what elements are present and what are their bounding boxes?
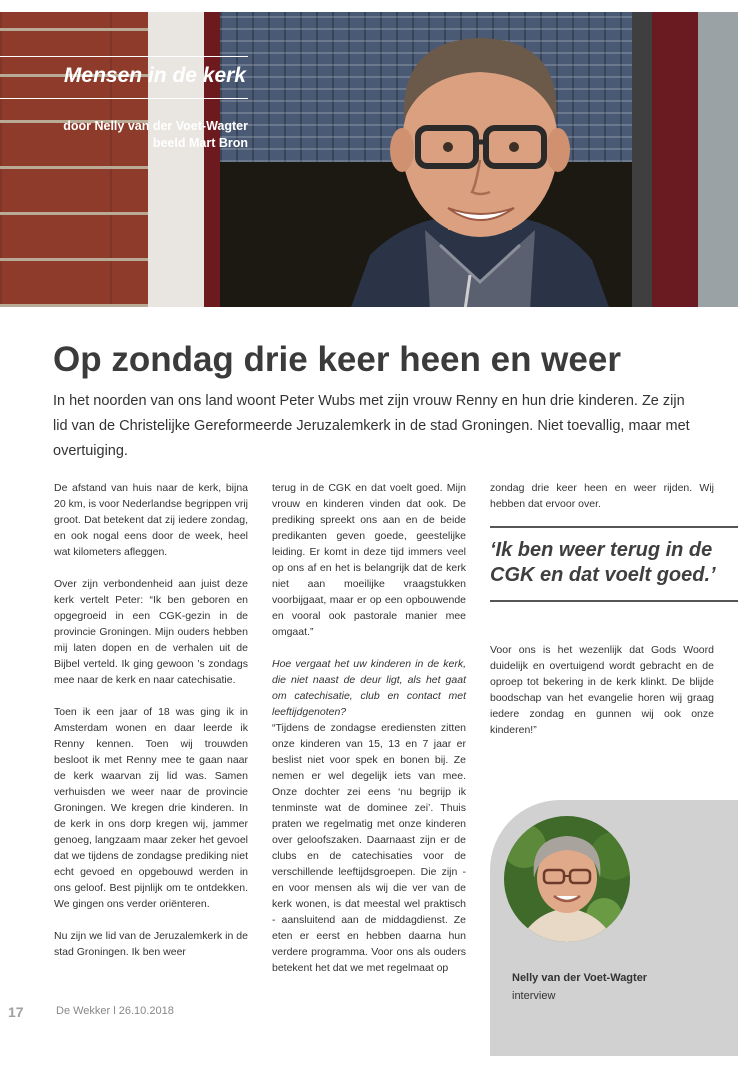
portrait-peter-wubs (330, 20, 630, 307)
section-title: Mensen in de kerk (63, 64, 246, 87)
pull-quote-text: ‘Ik ben weer terug in de CGK en dat voelt goed.’ (490, 539, 716, 586)
hero-photo (0, 12, 738, 307)
author-name: Nelly van der Voet-Wagter (512, 972, 648, 984)
credits (20, 118, 248, 152)
paragraph: De afstand van huis naar de kerk, bijna 20 km, is voor Nederlandse begrippen vrij groot. Dat betekent dat zij iedere zondag, en ook nogal eens door de week, heel wat kilometers afleggen. (54, 482, 248, 558)
author-box (490, 800, 738, 1056)
article-column-3 (490, 480, 714, 528)
paragraph: terug in de CGK en dat voelt goed. Mijn vrouw en kinderen vinden dat ook. De prediking spreekt ons aan en de beide predikanten geven goede, geestelijke leiding. Er komt in deze tijd immers veel op ons af en het is belangrijk dat de kerk niet aan moeilijke vraagstukken voorbijgaat, maar er op een opbouwende en vooral ook pastorale manier mee omgaat.” (272, 482, 466, 638)
paragraph: Nu zijn we lid van de Jeruzalemkerk in de stad Groningen. Ik ben weer (54, 930, 248, 958)
article-column-1 (54, 480, 248, 976)
title-rule-top (0, 56, 248, 57)
author-credit: door Nelly van der Voet-Wagter (63, 119, 248, 133)
author-role: interview (512, 990, 556, 1002)
interview-answer: “Tijdens de zondagse erediensten zitten onze kinderen van 15, 13 en 7 jaar er beslist niet voor spek en bonen bij. Ze nemen er wel degelijk iets van mee. Onze dochter zei eens ‘nu begrijp ik tenminste wat de dominee zei’. Thuis praten we regelmatig met onze kinderen over geloofszaken. Daarnaast zijn er de clubs en de catechisaties voor de verschillende leeftijdsgroepen. Die zijn - en voor mensen als wij die ver van de kerk wonen, is dat meestal wel praktisch - aansluitend aan de middagdienst. Ze eten er eerst en hebben daarna hun verdere programma. Voor ons als ouders betekent het dat we met regelmaat op (272, 722, 466, 974)
author-photo (504, 816, 630, 942)
interview-question: Hoe vergaat het uw kinderen in de kerk, die niet naast de deur ligt, als het gaat om catechisatie, club en contact met leeftijdgenoten? (272, 658, 466, 718)
page-number: 17 (8, 1004, 24, 1020)
paragraph: zondag drie keer heen en weer rijden. Wij hebben dat ervoor over. (490, 482, 714, 510)
pull-quote (490, 526, 738, 602)
article-lead: In het noorden van ons land woont Peter Wubs met zijn vrouw Renny en hun drie kinderen. Ze zijn lid van de Christelijke Gereformeerde Jeruzalemkerk in de stad Groningen. Niet toevallig, maar met overtuiging. (53, 393, 690, 459)
publication-info: De Wekker l 26.10.2018 (56, 1005, 174, 1017)
title-rule-bottom (0, 98, 248, 99)
paragraph: Over zijn verbondenheid aan juist deze kerk vertelt Peter: “Ik ben geboren en opgegroeid in een CGK-gezin in de provincie Groningen. Mijn ouders hebben mij laten dopen en de verhalen uit de Bijbel verteld. Ik ging gewoon ’s zondags mee naar de kerk en naar catechisatie. (54, 578, 248, 686)
article-headline: Op zondag drie keer heen en weer (53, 340, 621, 379)
wall-right (698, 12, 738, 307)
article-column-2 (272, 480, 466, 992)
window-frame (632, 12, 652, 307)
photo-credit: beeld Mart Bron (152, 136, 248, 150)
paragraph: Voor ons is het wezenlijk dat Gods Woord duidelijk en overtuigend wordt gebracht en de oproep tot bekering in de kerk klinkt. De blijde boodschap van het evangelie horen wij graag iedere zondag en gunnen wij ook onze kinderen!” (490, 644, 714, 736)
paragraph: Toen ik een jaar of 18 was ging ik in Amsterdam wonen en daar leerde ik Renny kennen. Toen wij trouwden besloot ik met Renny mee te gaan naar de kerk waarvan zij lid was. Samen verhuisden we weer naar de provincie Groningen. We kregen drie kinderen. In de kerk in ons dorp kregen wij, jammer genoeg, langzaam maar zeker het gevoel dat we tijdens de zondagse prediking niet echt gevoed en opgebouwd werden in ons geloof. Best pijnlijk om te ontdekken. We gingen ons verder oriënteren. (54, 706, 248, 910)
door-frame-right (652, 12, 698, 307)
